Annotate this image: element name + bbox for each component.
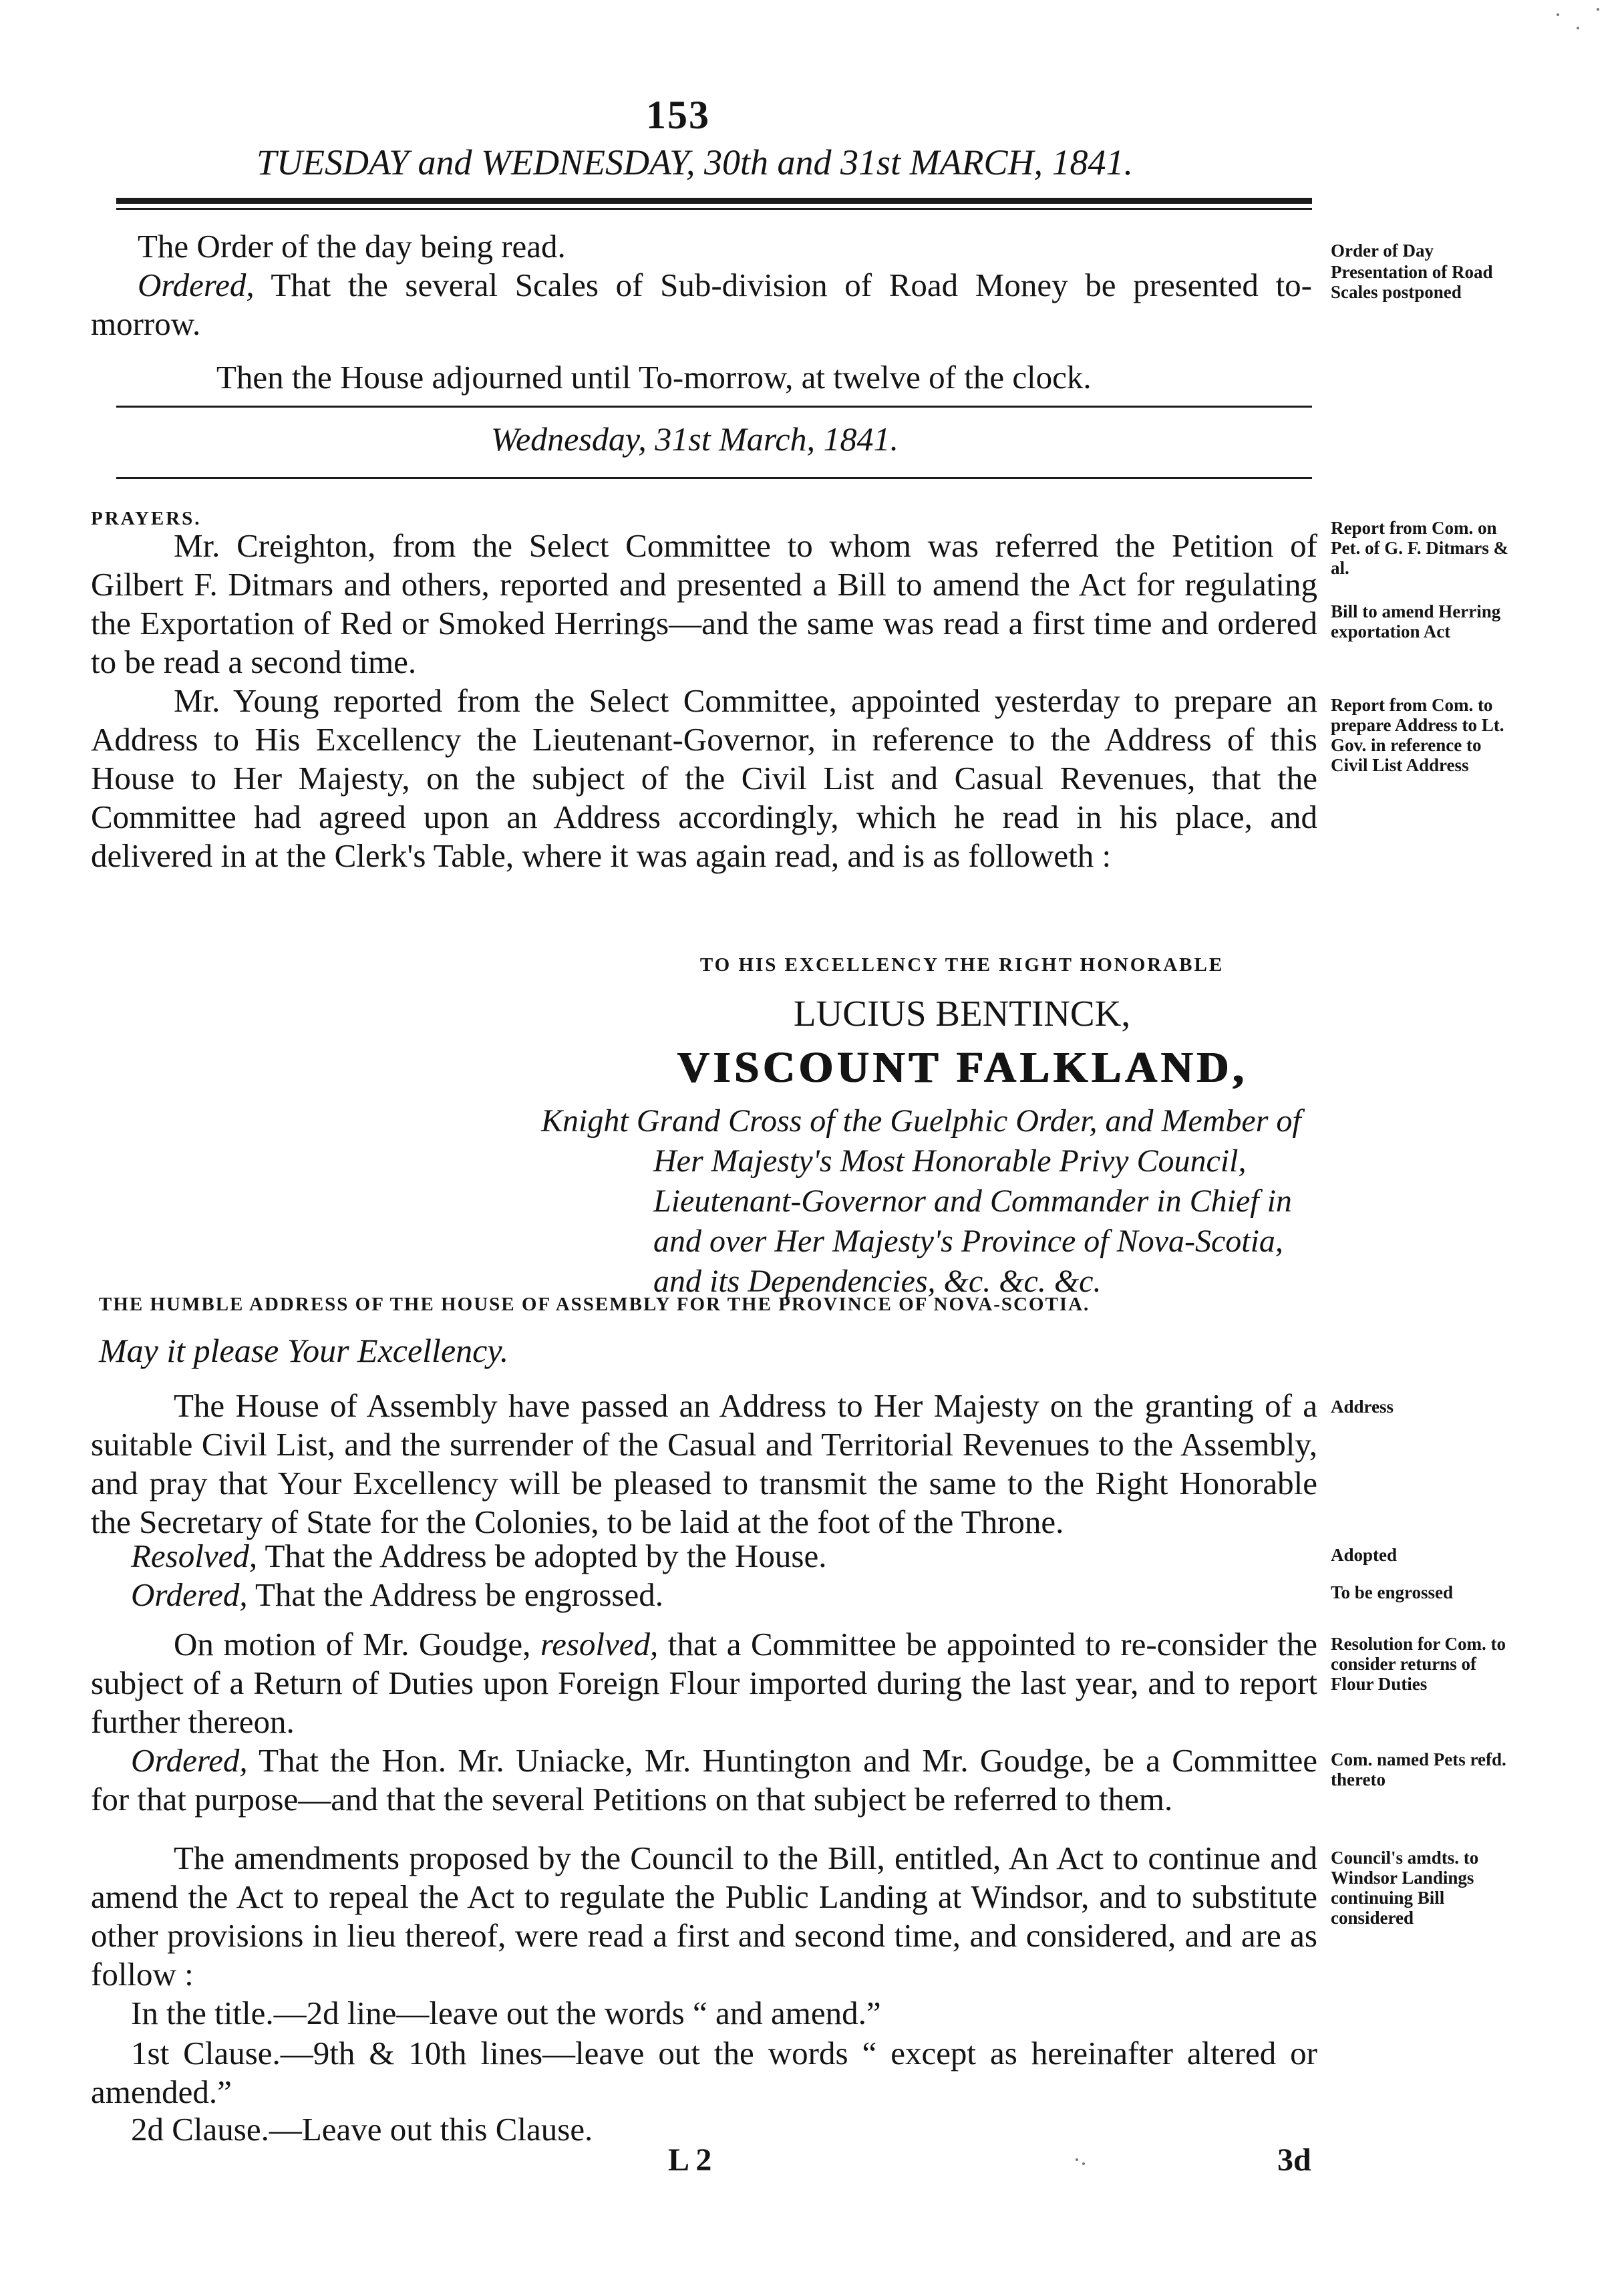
- margin-engrossed: To be engrossed: [1331, 1582, 1454, 1602]
- page-header-date: TUESDAY and WEDNESDAY, 30th and 31st MARCH, 1841.: [256, 142, 1134, 182]
- scan-speck: [1082, 2162, 1085, 2165]
- goudge-ordered: [91, 1741, 1317, 1819]
- order-of-day-paragraph: [91, 227, 1312, 397]
- address-styles-text: Knight Grand Cross of the Guelphic Order, and Member of Her Majesty's Most Honorable Privy Council, Lieutenant-Governor and Commander in Chief in and over Her Majesty's Province of Nova-Scotia, and its Dependencies, &c. &c. &c.: [541, 1103, 1301, 1299]
- margin-council-amdts: Council's amdts. to Windsor Landings continuing Bill considered: [1331, 1848, 1479, 1928]
- scan-speck: [1557, 13, 1559, 16]
- address-styles: [541, 1101, 1329, 1302]
- margin-report-com: Report from Com. on Pet. of G. F. Ditmars & al.: [1331, 518, 1508, 578]
- margin-resolution: Resolution for Com. to consider returns of Flour Duties: [1331, 1634, 1506, 1694]
- wednesday-date-line: Wednesday, 31st March, 1841.: [490, 420, 899, 458]
- scan-speck: [1076, 2158, 1078, 2161]
- margin-bill-herring: Bill to amend Herring exportation Act: [1331, 601, 1501, 641]
- goudge-intro: On motion of Mr. Goudge,: [174, 1626, 540, 1663]
- margin-address: Address: [1331, 1397, 1394, 1417]
- resolved-text: That the Address be adopted by the House.: [257, 1538, 827, 1574]
- ordered-engrossed: [131, 1576, 1307, 1614]
- page-number: 153: [646, 93, 710, 137]
- margin-com-named: Com. named Pets refd. thereto: [1331, 1749, 1506, 1789]
- section-rule-1: [116, 406, 1312, 408]
- ordered-label: Ordered,: [138, 267, 255, 303]
- amendments-intro: The amendments proposed by the Council to the Bill, entitled, An Act to continue and amend the Act to repeal the Act to regulate the Public Landing at Windsor, and to substitute other provisions in lieu thereof, were read a first and second time, and considered, and are as follow :: [91, 1840, 1317, 1993]
- goudge-motion: [91, 1625, 1317, 1741]
- margin-order-of-day: Order of Day: [1331, 241, 1434, 261]
- adjourn-line: Then the House adjourned until To-morrow, at twelve of the clock.: [216, 359, 1092, 396]
- goudge-ordered-text: That the Hon. Mr. Uniacke, Mr. Huntington and Mr. Goudge, be a Committee for that purpose—and that the several Petitions on that subject be referred to them.: [91, 1742, 1317, 1818]
- signature-mark: L 2: [668, 2142, 712, 2178]
- goudge-text: that a Committee be appointed to re-consider the subject of a Return of Duties upon Foreign Flour imported during the last year, and to report further thereon.: [91, 1626, 1317, 1740]
- margin-road-scales: Presentation of Road Scales postponed: [1331, 262, 1493, 302]
- header-rule-thin: [116, 208, 1312, 210]
- ordered-engrossed-label: Ordered,: [131, 1576, 248, 1613]
- address-body: The House of Assembly have passed an Address to Her Majesty on the granting of a suitable Civil List, and the surrender of the Casual and Territorial Revenues to the Assembly, and pray that Your Excellency will be pleased to transmit the same to the Right Honorable the Secretary of State for the Colonies, to be laid at the foot of the Throne.: [91, 1387, 1317, 1540]
- prayers-heading: PRAYERS.: [91, 508, 202, 529]
- resolved-label: Resolved,: [131, 1538, 258, 1574]
- header-rule-thick: [116, 198, 1312, 204]
- section-rule-2: [116, 477, 1312, 479]
- creighton-paragraph: Mr. Creighton, from the Select Committee to whom was referred the Petition of Gilbert F. Ditmars and others, reported and presented a Bill to amend the Act for regulating the Exportation of Red or Smoked Herrings—and the same was read a first time and ordered to be read a second time.: [91, 527, 1317, 680]
- scan-speck: [1577, 27, 1579, 29]
- address-to-line: TO HIS EXCELLENCY THE RIGHT HONORABLE: [699, 954, 1225, 976]
- margin-adopted: Adopted: [1331, 1545, 1398, 1565]
- humble-address-heading: THE HUMBLE ADDRESS OF THE HOUSE OF ASSEMBLY FOR THE PROVINCE OF NOVA-SCOTIA.: [99, 1294, 1090, 1315]
- amendment-clause-1: 1st Clause.—9th & 10th lines—leave out the words “ except as hereinafter altered or amended.”: [91, 2035, 1317, 2110]
- ordered-engrossed-text: That the Address be engrossed.: [247, 1576, 663, 1613]
- address-title: VISCOUNT FALKLAND,: [677, 1043, 1247, 1092]
- address-name: LUCIUS BENTINCK,: [793, 993, 1131, 1034]
- scan-speck: [1597, 8, 1599, 11]
- ordered-text: That the several Scales of Sub-division of Road Money be presented to-morrow.: [91, 267, 1312, 342]
- salutation: May it please Your Excellency.: [99, 1332, 509, 1369]
- margin-report-address: Report from Com. to prepare Address to Lt. Gov. in reference to Civil List Address: [1331, 695, 1504, 775]
- ordered-road-scales: [91, 266, 1312, 343]
- amendment-title: In the title.—2d line—leave out the words “ and amend.”: [131, 1995, 881, 2031]
- amendment-clause-2: 2d Clause.—Leave out this Clause.: [131, 2111, 593, 2148]
- goudge-ordered-label: Ordered,: [131, 1742, 248, 1779]
- catchword: 3d: [1277, 2142, 1311, 2178]
- goudge-resolved: resolved,: [540, 1626, 659, 1663]
- young-paragraph: Mr. Young reported from the Select Committee, appointed yesterday to prepare an Address to His Excellency the Lieutenant-Governor, in reference to the Address of this House to Her Majesty, on the subject of the Civil List and Casual Revenues, that the Committee had agreed upon an Address accordingly, which he read in his place, and delivered in at the Clerk's Table, where it was again read, and is as followeth :: [91, 682, 1317, 874]
- order-of-day-line: The Order of the day being read.: [138, 228, 566, 265]
- resolved-adopted: [131, 1537, 1307, 1576]
